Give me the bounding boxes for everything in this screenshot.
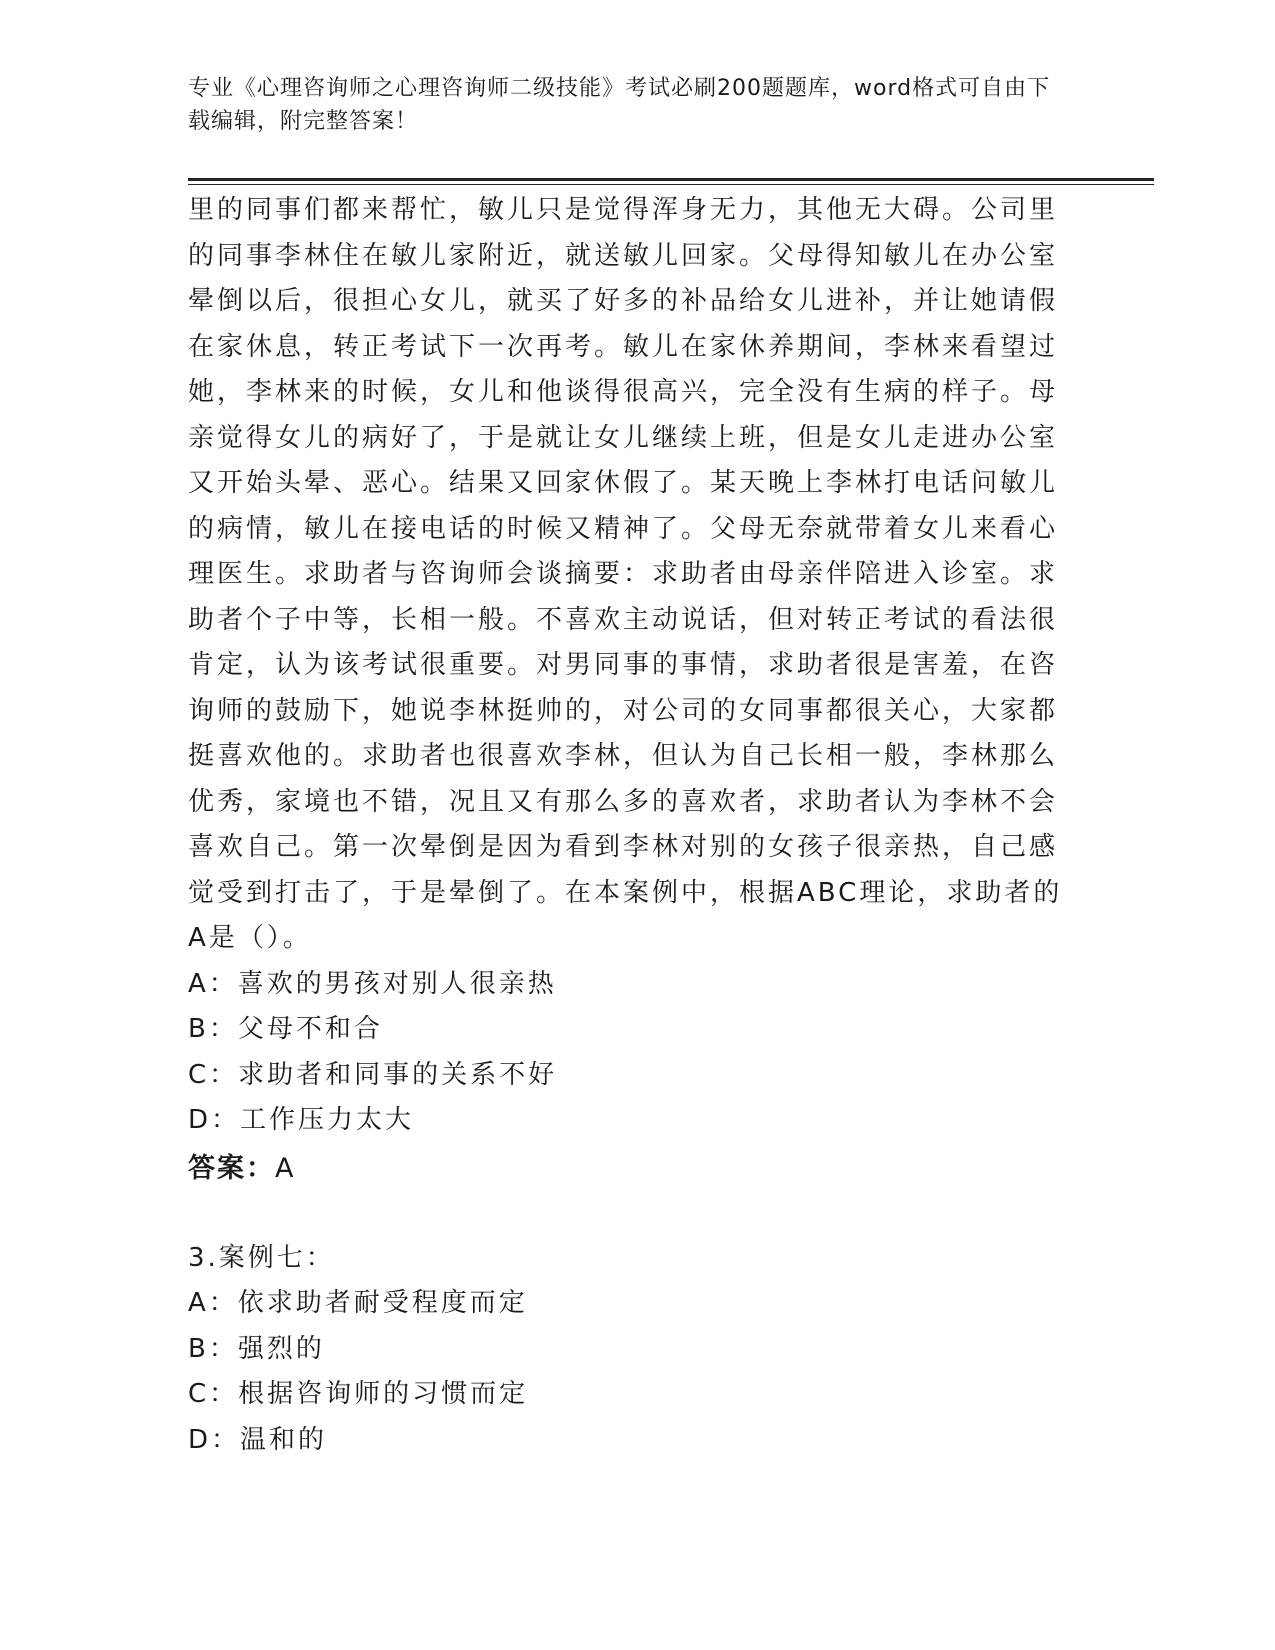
header-divider-thick [188,178,1154,181]
question-3-option-d: D：温和的 [188,1424,328,1455]
question-3-title: 3.案例七： [188,1242,335,1273]
question-2-option-a: A：喜欢的男孩对别人很亲热 [188,968,557,999]
question-3-option-a: A：依求助者耐受程度而定 [188,1288,528,1318]
question-2-option-d: D：工作压力太大 [188,1105,415,1135]
answer-label: 答案： [188,1152,275,1184]
document-header: 专业《心理咨询师之心理咨询师二级技能》考试必刷200题题库，word格式可自由下载编辑，附完整答案！ [188,76,1051,134]
question-3-option-b: B：强烈的 [188,1333,325,1364]
question-2-answer [188,1146,1068,1192]
question-3-option-c: C：根据咨询师的习惯而定 [188,1379,529,1409]
question-2-option-c: C：求助者和同事的关系不好 [188,1059,558,1090]
question-2-passage: 里的同事们都来帮忙，敏儿只是觉得浑身无力，其他无大碍。公司里的同事李林住在敏儿家附近，就送敏儿回家。父母得知敏儿在办公室晕倒以后，很担心女儿，就买了好多的补品给女儿进补，并让她请假在家休息，转正考试下一次再考。敏儿在家休养期间，李林来看望过她，李林来的时候，女儿和他谈得很高兴，完全没有生病的样子。母亲觉得女儿的病好了，于是就让女儿继续上班，但是女儿走进办公室又开始头晕、恶心。结果又回家休假了。某天晚上李林打电话问敏儿的病情，敏儿在接电话的时候又精神了。父母无奈就带着女儿来看心理医生。求助者与咨询师会谈摘要：求助者由母亲伴陪进入诊室。求助者个子中等，长相一般。不喜欢主动说话，但对转正考试的看法很肯定，认为该考试很重要。对男同事的事情，求助者很是害羞，在咨询师的鼓励下，她说李林挺帅的，对公司的女同事都很关心，大家都挺喜欢他的。求助者也很喜欢李林，但认为自己长相一般，李林那么优秀，家境也不错，况且又有那么多的喜欢者，求助者认为李林不会喜欢自己。第一次晕倒是因为看到李林对别的女孩子很亲热，自己感觉受到打击了，于是晕倒了。在本案例中，根据ABC理论，求助者的A是（）。 [188,195,1063,953]
answer-value: A [275,1152,296,1184]
document-body [188,188,1068,1463]
spacer [188,1192,1068,1236]
question-2-option-b: B：父母不和合 [188,1014,383,1044]
header-divider-thin [188,184,1154,185]
